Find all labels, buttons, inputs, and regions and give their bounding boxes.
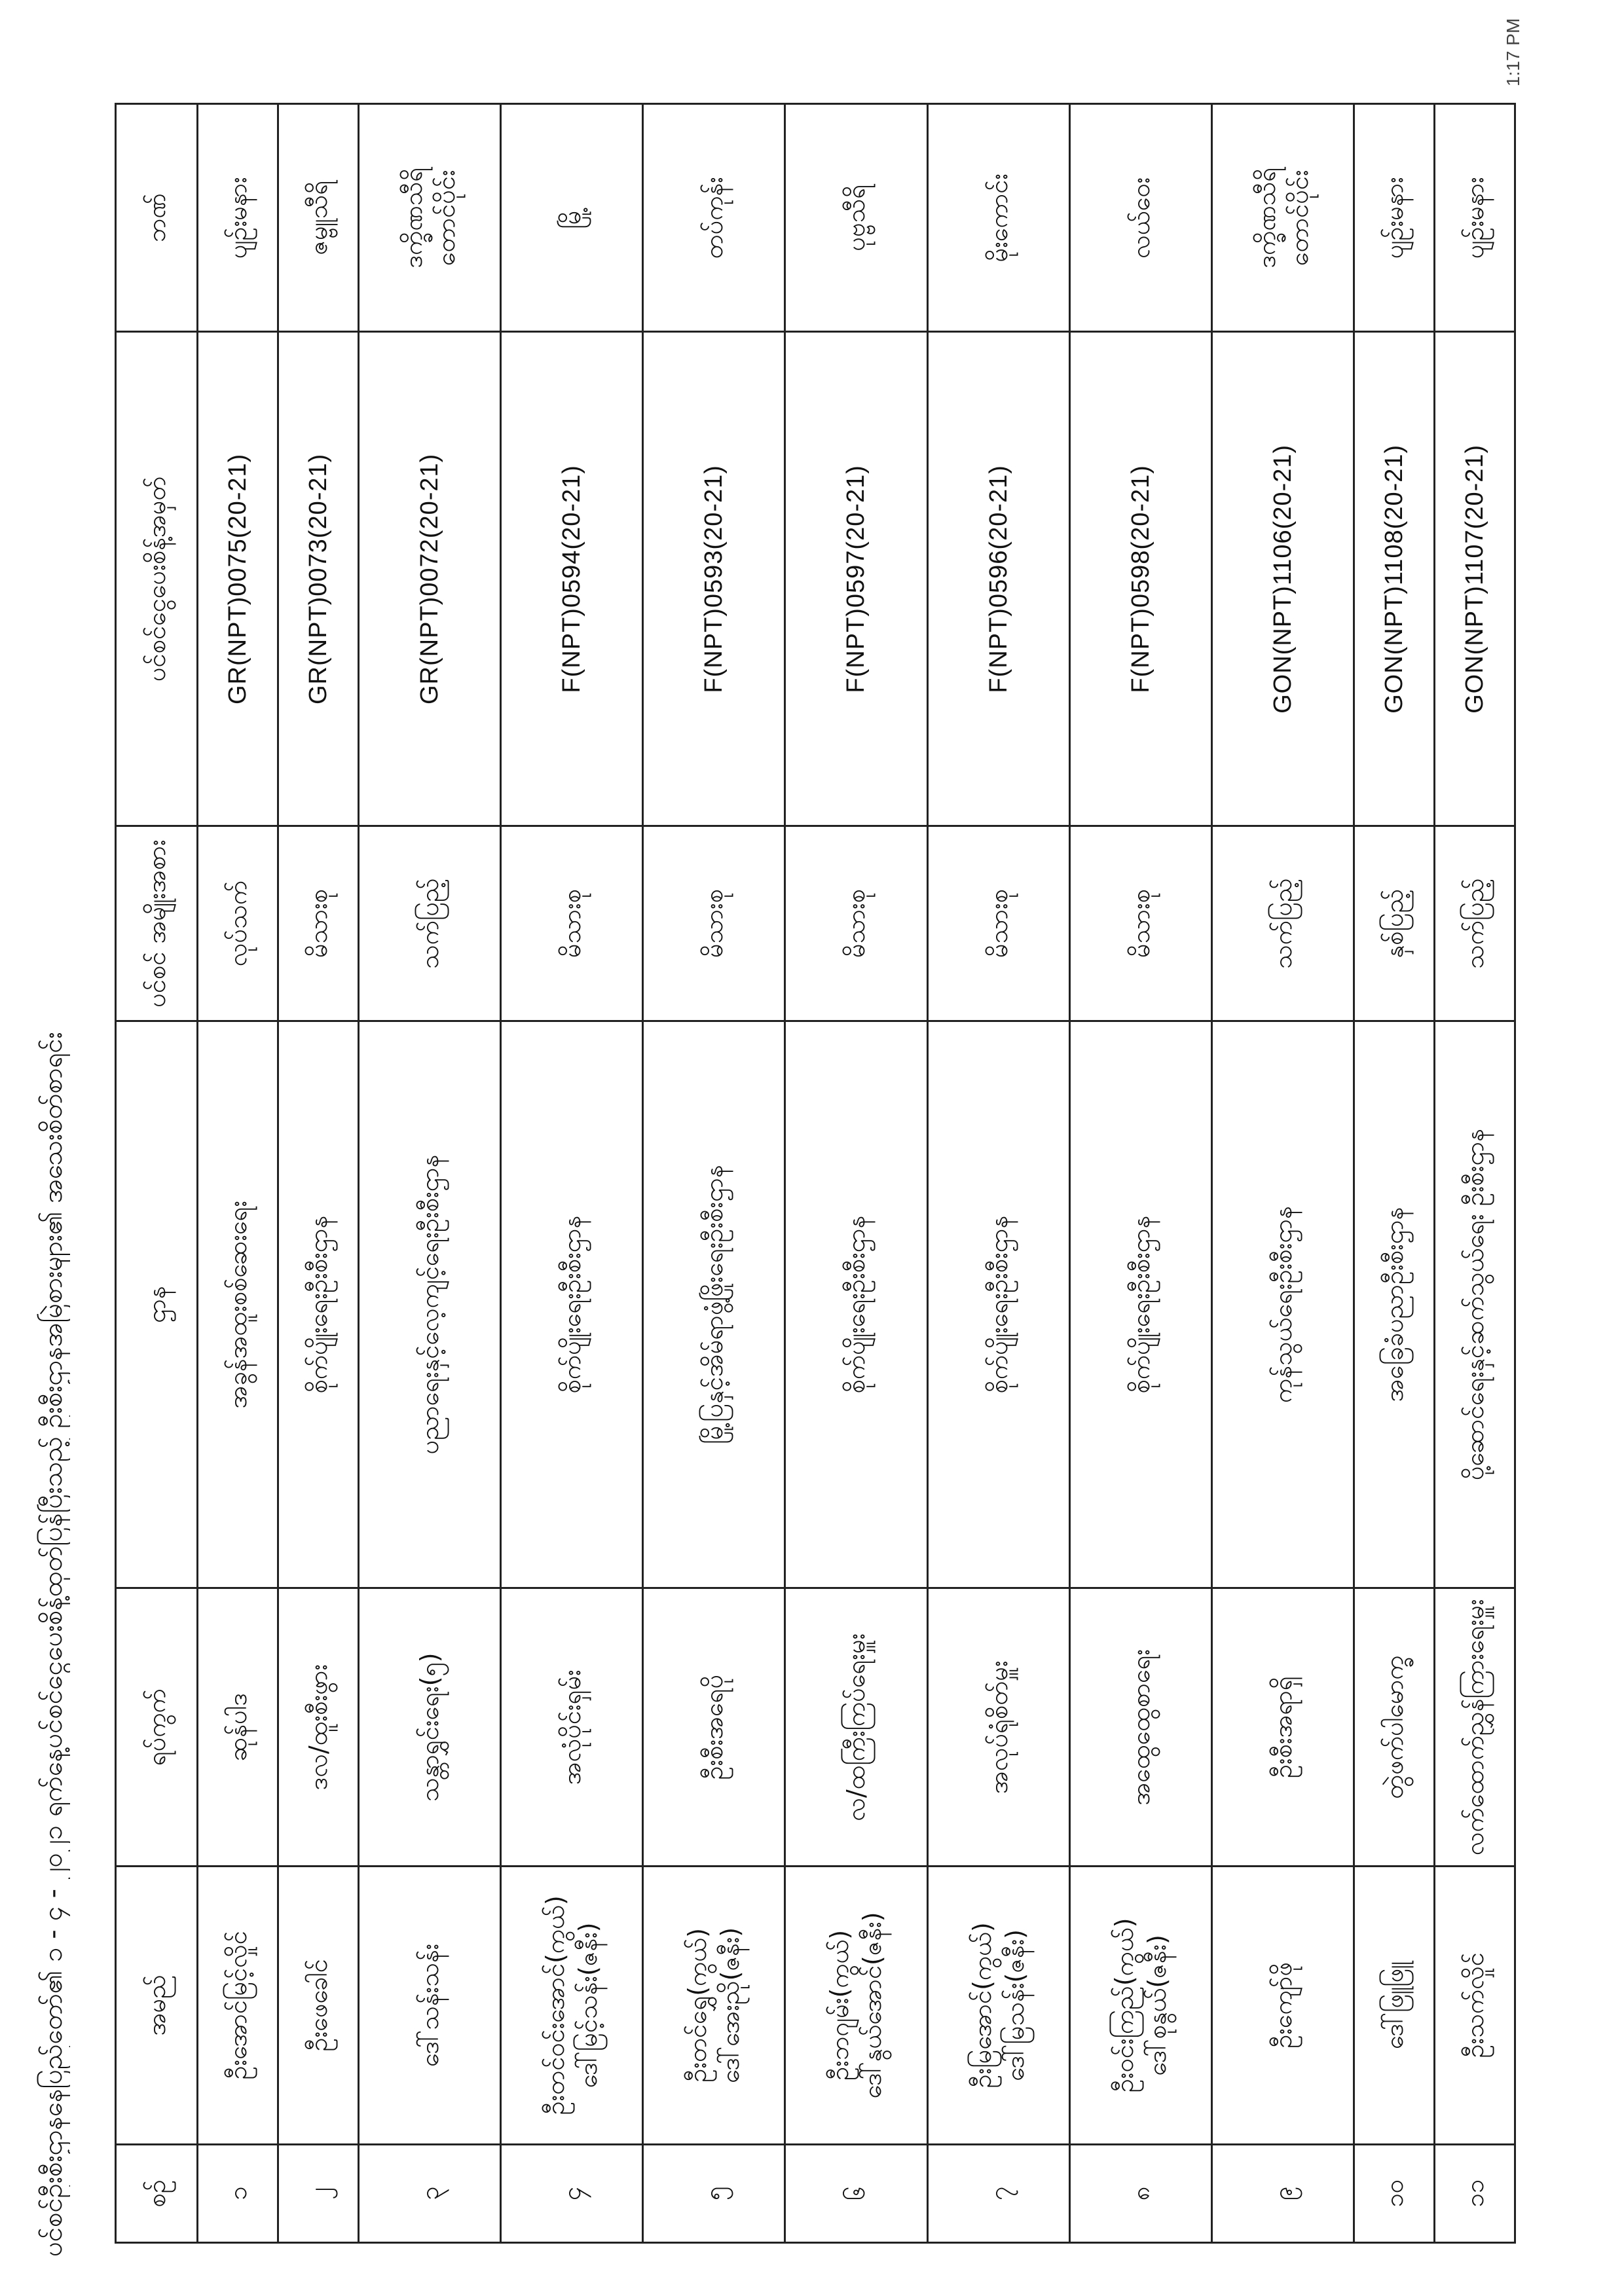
cell-office: အခြေခံပညာဦးစီးဌာန (1354, 1021, 1435, 1588)
cell-division: ပျဉ်းမနား (198, 104, 278, 332)
cell-division: ဇမ္ဗူသီရိ (278, 104, 358, 332)
table-row (1435, 104, 1515, 2243)
cell-office: စိုက်ပျိုးရေးဦးစီးဌာန (1069, 1021, 1211, 1588)
cell-office: စိုက်ပျိုးရေးဦးစီးဌာန (785, 1021, 927, 1588)
cell-office: စိုက်ပျိုးရေးဦးစီးဌာန (927, 1021, 1069, 1588)
cell-office: အခွန်အထူးစစ်ဆေးရေး (198, 1021, 278, 1588)
cell-code: F(NPT)0596(20-21) (927, 332, 1069, 826)
document-title: ပင်စင်ဦးစီးဌာနနေပြည်တော်၏ ၁ - ၄ - ၂၀၂၁ ရက်နေ့ပင်စင်ငွေပေးစိန့်ထုတ်ပြန်ပြီးသည့် ဦးစီးဌာနအမြဲစားများ၏ အသေးစိတ်စာရင်း (38, 1032, 68, 2257)
cell-no: ၂ (278, 2144, 358, 2242)
scan-timestamp: 1:17 PM (1503, 18, 1523, 86)
table-row (1069, 104, 1211, 2243)
cell-code: GR(NPT)0072(20-21) (358, 332, 500, 826)
table-row (1354, 104, 1435, 2243)
cell-ward: ဦးစီးအရေပို (643, 1588, 785, 1867)
cell-no: ၈ (1069, 2144, 1211, 2242)
header-no: စဉ် (116, 2144, 198, 2242)
cell-ward: လက်ထောက်ညွှန်ကြားရေးမှူး (1435, 1588, 1515, 1867)
table-row (278, 104, 358, 2243)
cell-division: လယ်ဝေး (1069, 104, 1211, 332)
cell-no: ၁၁ (1435, 2144, 1515, 2242)
cell-code: GR(NPT)0075(20-21) (198, 332, 278, 826)
cell-name: ဦးဝင်းကြည်(ကွယ်) ဒေါ်စုနွယ်(ဇနီး) (1069, 1867, 1211, 2145)
cell-division: ပုဗ္ဗသီရိ (785, 104, 927, 332)
cell-name: ဦးဖေခေါင် (278, 1867, 358, 2145)
cell-office: မြို့ပြနှင့်အိမ်ရာဖွံ့ဖြိုးရေးဦးစီးဌာန (643, 1021, 785, 1588)
cell-name: ဦးသက်လှိုင် (1435, 1867, 1515, 2145)
cell-ward: ဦးစီးအရာရှိ (1212, 1588, 1354, 1867)
cell-name: ဦးအောင်မြင့်လှိုင် (198, 1867, 278, 2145)
cell-ward: အလုံပိုင်းရှမ်း (500, 1588, 642, 1867)
table-row (500, 104, 642, 2243)
cell-code: F(NPT)0593(20-21) (643, 332, 785, 826)
cell-name: ဒေါ်သန်းသန်း (358, 1867, 500, 2145)
cell-division: ပျဉ်းမနား (1435, 104, 1515, 332)
cell-office: ပညာရေးနှင့်လေ့ကျင့်ရေးဦးစီးဌာန (358, 1021, 500, 1588)
table-header-row (116, 104, 198, 2243)
cell-code: F(NPT)0598(20-21) (1069, 332, 1211, 826)
cell-code: GON(NPT)1108(20-21) (1354, 332, 1435, 826)
header-office: ဌာန (116, 1021, 198, 1588)
cell-name: ဦးတင်ရွှေ(ကွယ်) ဒေါ်အေးညို(ဇနီး) (643, 1867, 785, 2145)
cell-no: ၁ (198, 2144, 278, 2242)
pension-table (115, 103, 1516, 2244)
cell-office: စိုက်ပျိုးရေးဦးစီးဌာန (500, 1021, 642, 1588)
cell-ward: အထွေထွေစာရေး (1069, 1588, 1211, 1867)
cell-no: ၉ (1212, 2144, 1354, 2242)
cell-name: ဦးဘဂျမ်း(ကွယ်) ဒေါ်နွယ်အောင်(ဇနီး) (785, 1867, 927, 2145)
cell-code: GR(NPT)0073(20-21) (278, 332, 358, 826)
cell-no: ၁၀ (1354, 2144, 1435, 2242)
cell-name: ဦးကျော်ဖို (1212, 1867, 1354, 2145)
header-name: အမည် (116, 1867, 198, 2145)
cell-no: ၅ (643, 2144, 785, 2242)
cell-office: ပို့ဆောင်ရေးနှင့်ဆက်သွယ်ရေး ဦးစီးဌာန (1435, 1021, 1515, 1588)
cell-type: သက်ပြည့် (1212, 826, 1354, 1021)
table-row (198, 104, 278, 2243)
cell-division: မိုးကောင်း (927, 104, 1069, 332)
cell-division: ပျဉ်းမနား (1354, 104, 1435, 332)
cell-ward: သန္တာရွှင်းရေး(၅) (358, 1588, 500, 1867)
table-row (1212, 104, 1354, 2243)
cell-type: မိသားစု (1069, 826, 1211, 1021)
table-row (927, 104, 1069, 2243)
cell-code: F(NPT)0594(20-21) (500, 332, 642, 826)
cell-name: ဒေါ်ဖြူဖြူ (1354, 1867, 1435, 2145)
cell-division: တပ်ကုန်း (643, 104, 785, 332)
cell-type: မိသားစု (643, 826, 785, 1021)
cell-no: ၄ (500, 2144, 642, 2242)
cell-name: ဦးတင်ဝင်းအောင်(ကွယ်) ဒေါ်မြင့်သန်း(ဇနီး) (500, 1867, 642, 2145)
table-row (785, 104, 927, 2243)
cell-name: ဦးမြအောင်(ကွယ်) ဒေါ်မြသန်း(ဇနီး) (927, 1867, 1069, 2145)
cell-ward: တွဲဖက်ပါမောက္ခ (1354, 1588, 1435, 1867)
cell-ward: ဒလ/ထူးစီးဖွား (278, 1588, 358, 1867)
cell-code: F(NPT)0597(20-21) (785, 332, 927, 826)
header-division: ဘဏ် (116, 104, 198, 332)
cell-type: မိသားစု (278, 826, 358, 1021)
cell-code: GON(NPT)1106(20-21) (1212, 332, 1354, 826)
cell-code: GON(NPT)1107(20-21) (1435, 332, 1515, 826)
cell-office: ကုန်သွယ်ရေးဦးစီးဌာန (1212, 1021, 1354, 1588)
cell-type: နှစ်ပြည့် (1354, 826, 1435, 1021)
cell-division: ဒက္ခိဏသီရိ တောင်ပိုင်း (358, 104, 500, 332)
cell-ward: အလုပ်ရုံစိတ်မှူး (927, 1588, 1069, 1867)
table-row (643, 104, 785, 2243)
cell-type: သက်ပြည့် (1435, 826, 1515, 1021)
header-ward: ရပ်ကွက် (116, 1588, 198, 1867)
cell-ward: လ/ထကြီးကြပ်ရေးမှူး (785, 1588, 927, 1867)
cell-office: စိုက်ပျိုးရေးဦးစီးဌာန (278, 1021, 358, 1588)
cell-division: မြို့ (500, 104, 642, 332)
cell-no: ၇ (927, 2144, 1069, 2242)
cell-no: ၆ (785, 2144, 927, 2242)
cell-type: လုပ်သက် (198, 826, 278, 1021)
cell-type: မိသားစု (500, 826, 642, 1021)
cell-type: မိသားစု (785, 826, 927, 1021)
cell-ward: ဆုန်ပါဒ (198, 1588, 278, 1867)
cell-type: မိသားစု (927, 826, 1069, 1021)
cell-type: သက်ပြည့် (358, 826, 500, 1021)
cell-no: ၃ (358, 2144, 500, 2242)
header-type: ပင်စင် အမျိုးအစား (116, 826, 198, 1021)
table-row (358, 104, 500, 2243)
cell-division: ဒက္ခိဏသီရိ တောင်ပိုင်း (1212, 104, 1354, 332)
header-code: ပင်စင်ငွေပေးစိန့်အမှတ် (116, 332, 198, 826)
